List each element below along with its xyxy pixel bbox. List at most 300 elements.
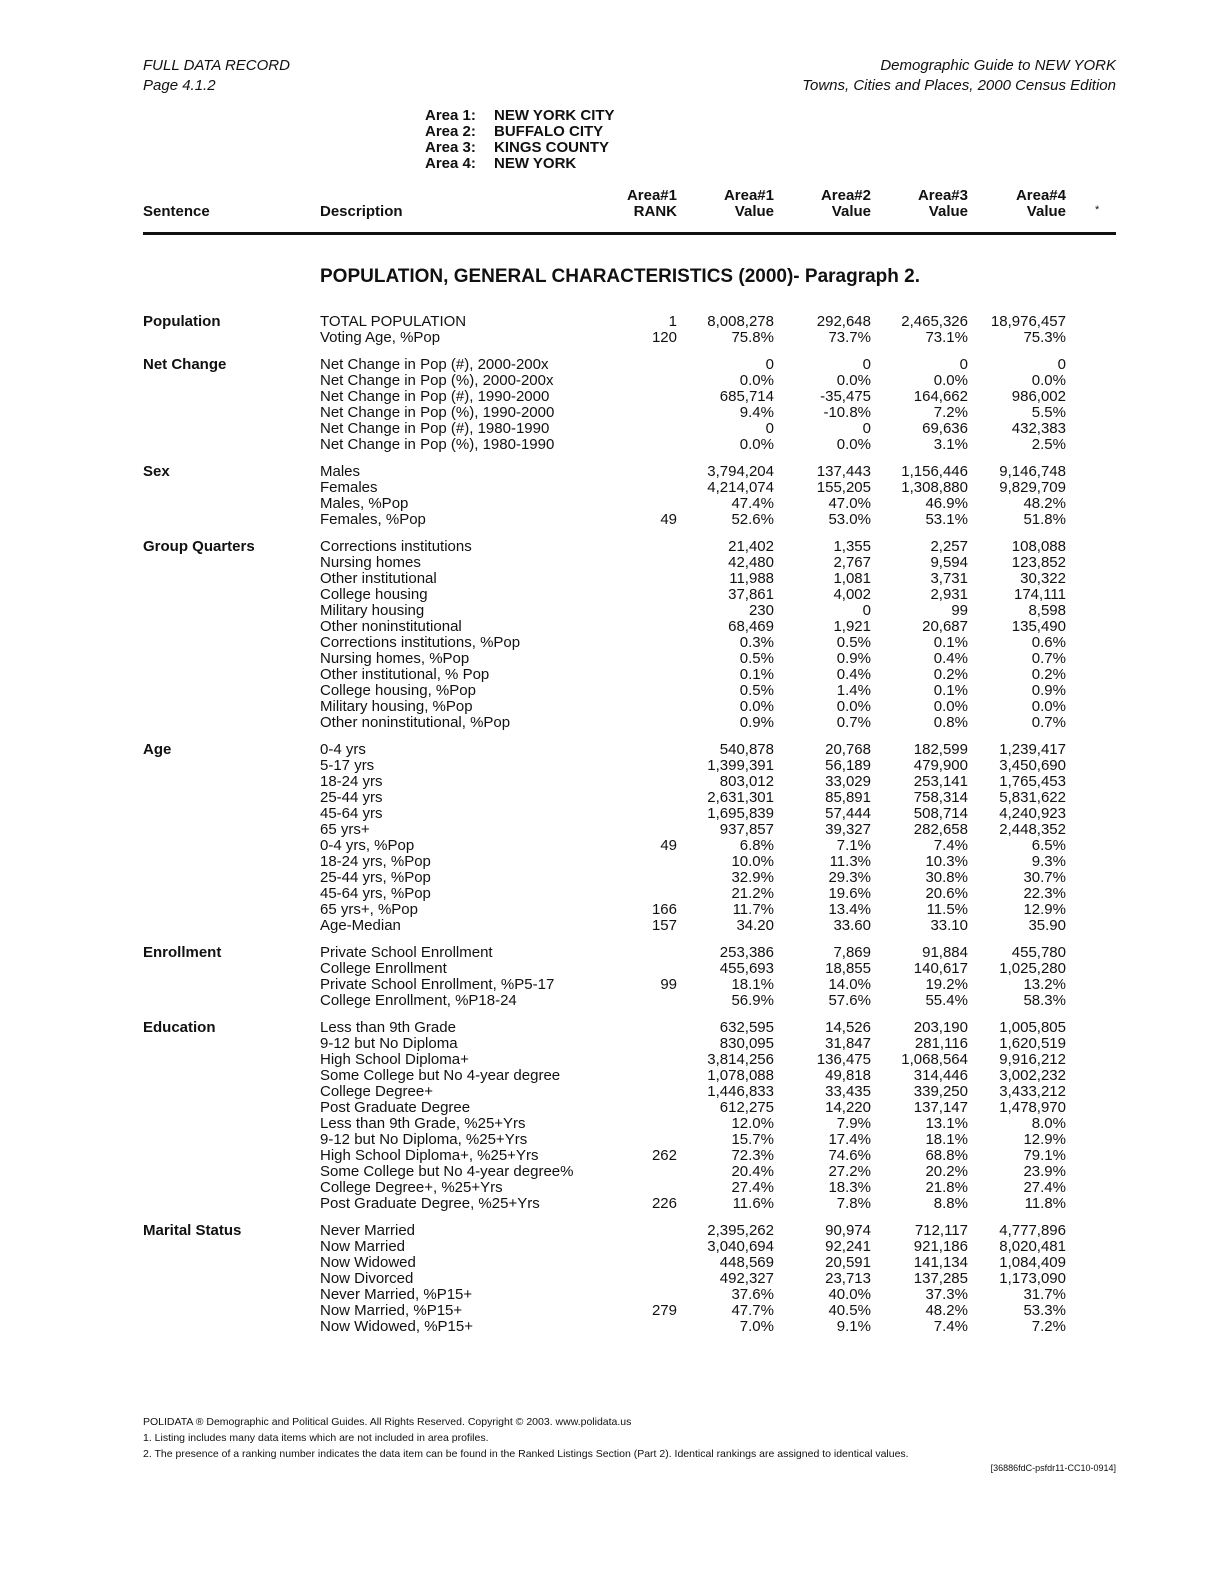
row-area3-value: 20,687 (922, 618, 968, 635)
row-description: Net Change in Pop (#), 2000-200x (320, 356, 549, 373)
row-area1-value: 2,395,262 (707, 1222, 774, 1239)
col-header-line: Value (734, 203, 774, 220)
row-area3-value: 55.4% (925, 992, 968, 1009)
row-area3-value: 182,599 (913, 741, 968, 758)
sentence-group (0, 539, 1224, 731)
row-area3-value: 164,662 (913, 388, 968, 405)
row-description: Net Change in Pop (%), 1980-1990 (320, 436, 555, 453)
row-description: Now Divorced (320, 1270, 414, 1287)
row-description: Less than 9th Grade, %25+Yrs (320, 1115, 526, 1132)
table-row (0, 603, 1224, 619)
row-area3-value: 3.1% (933, 436, 968, 453)
table-row (0, 790, 1224, 806)
row-description: 65 yrs+ (320, 821, 370, 838)
row-area2-value: 90,974 (825, 1222, 871, 1239)
row-area4-value: 0.7% (1031, 714, 1066, 731)
row-area1-value: 830,095 (719, 1035, 774, 1052)
row-description: Age-Median (320, 917, 401, 934)
row-area2-value: 14,526 (825, 1019, 871, 1036)
row-area2-value: 137,443 (816, 463, 871, 480)
guide-title: Demographic Guide to NEW YORK (880, 57, 1116, 74)
table-row (0, 619, 1224, 635)
area-row (425, 108, 615, 124)
row-area3-value: 281,116 (914, 1035, 968, 1052)
section-title: POPULATION, GENERAL CHARACTERISTICS (2000)- Paragraph 2. (320, 266, 921, 287)
record-type-label: FULL DATA RECORD (143, 57, 290, 74)
row-area2-value: 40.0% (828, 1286, 871, 1303)
row-area2-value: 17.4% (828, 1131, 871, 1148)
row-area2-value: 33.60 (833, 917, 871, 934)
header-rule (143, 232, 1116, 235)
row-area3-value: 141,134 (913, 1254, 968, 1271)
row-area3-value: 137,285 (913, 1270, 968, 1287)
area-row (425, 156, 615, 172)
row-area4-value: 1,084,409 (999, 1254, 1066, 1271)
table-row (0, 1239, 1224, 1255)
row-area3-value: 0.8% (933, 714, 968, 731)
row-area2-value: 0.7% (836, 714, 871, 731)
row-area1-value: 803,012 (719, 773, 774, 790)
row-area4-value: 8.0% (1031, 1115, 1066, 1132)
table-row (0, 496, 1224, 512)
row-area3-value: 0.0% (933, 698, 968, 715)
row-area4-value: 2.5% (1031, 436, 1066, 453)
row-description: 9-12 but No Diploma, %25+Yrs (320, 1131, 528, 1148)
col-header-area4-value (1016, 188, 1066, 220)
table-row (0, 1303, 1224, 1319)
row-description: Males (320, 463, 361, 480)
row-area2-value: 20,768 (825, 741, 871, 758)
row-rank: 226 (651, 1195, 677, 1212)
row-area2-value: 7.1% (836, 837, 871, 854)
row-area3-value: 48.2% (925, 1302, 968, 1319)
table-row (0, 555, 1224, 571)
row-area4-value: 0.0% (1031, 372, 1066, 389)
table-row (0, 357, 1224, 373)
row-area1-value: 1,399,391 (707, 757, 774, 774)
row-area4-value: 11.8% (1024, 1195, 1066, 1212)
area-row (425, 140, 615, 156)
row-area3-value: 2,465,326 (901, 313, 968, 330)
sentence-label: Age (143, 741, 172, 758)
row-area4-value: 1,765,453 (999, 773, 1066, 790)
row-area3-value: 2,931 (930, 586, 968, 603)
table-row (0, 758, 1224, 774)
row-area3-value: 99 (951, 602, 968, 619)
row-area2-value: -35,475 (820, 388, 871, 405)
sentence-label: Education (143, 1019, 216, 1036)
row-area3-value: 9,594 (930, 554, 968, 571)
row-area3-value: 30.8% (925, 869, 968, 886)
row-area1-value: 37.6% (731, 1286, 774, 1303)
row-area1-value: 448,569 (719, 1254, 774, 1271)
row-description: Net Change in Pop (%), 1990-2000 (320, 404, 555, 421)
table-row (0, 651, 1224, 667)
row-area4-value: 0.7% (1031, 650, 1066, 667)
row-area1-value: 9.4% (739, 404, 774, 421)
table-row (0, 587, 1224, 603)
row-description: Nursing homes, %Pop (320, 650, 470, 667)
row-area2-value: -10.8% (823, 404, 871, 421)
row-area4-value: 108,088 (1011, 538, 1066, 555)
table-row (0, 1180, 1224, 1196)
row-area1-value: 0.0% (739, 698, 774, 715)
row-description: Other noninstitutional (320, 618, 462, 635)
row-area1-value: 492,327 (719, 1270, 774, 1287)
row-area1-value: 3,814,256 (707, 1051, 774, 1068)
row-area2-value: 11.3% (829, 853, 871, 870)
table-row (0, 464, 1224, 480)
row-area3-value: 0.0% (933, 372, 968, 389)
row-area1-value: 0.9% (739, 714, 774, 731)
row-area3-value: 18.1% (925, 1131, 968, 1148)
row-area1-value: 6.8% (739, 837, 774, 854)
table-row (0, 571, 1224, 587)
row-area2-value: 1.4% (836, 682, 871, 699)
row-description: 0-4 yrs, %Pop (320, 837, 415, 854)
row-area1-value: 0.5% (739, 650, 774, 667)
col-header-line: Area#2 (820, 187, 871, 204)
row-area3-value: 19.2% (925, 976, 968, 993)
row-area1-value: 15.7% (731, 1131, 774, 1148)
row-area2-value: 29.3% (828, 869, 871, 886)
page-header-right (802, 56, 1116, 96)
table-row (0, 854, 1224, 870)
row-rank: 262 (651, 1147, 677, 1164)
row-area4-value: 1,239,417 (999, 741, 1066, 758)
row-description: Military housing, %Pop (320, 698, 473, 715)
row-area2-value: 0.0% (836, 436, 871, 453)
table-row (0, 1036, 1224, 1052)
row-area4-value: 135,490 (1011, 618, 1066, 635)
row-description: High School Diploma+, %25+Yrs (320, 1147, 539, 1164)
table-row (0, 1052, 1224, 1068)
row-area4-value: 3,450,690 (999, 757, 1066, 774)
row-area2-value: 39,327 (825, 821, 871, 838)
row-area3-value: 758,314 (913, 789, 968, 806)
row-area4-value: 4,777,896 (999, 1222, 1066, 1239)
row-description: Military housing (320, 602, 425, 619)
row-description: Nursing homes (320, 554, 421, 571)
row-area4-value: 1,173,090 (999, 1270, 1066, 1287)
row-area4-value: 23.9% (1023, 1163, 1066, 1180)
table-row (0, 870, 1224, 886)
row-area2-value: 0 (862, 602, 871, 619)
row-description: Voting Age, %Pop (320, 329, 441, 346)
row-area4-value: 0.9% (1031, 682, 1066, 699)
row-description: Females (320, 479, 378, 496)
row-area4-value: 53.3% (1023, 1302, 1066, 1319)
row-area4-value: 75.3% (1023, 329, 1066, 346)
row-area1-value: 540,878 (719, 741, 774, 758)
row-description: Private School Enrollment (320, 944, 493, 961)
col-header-line: Value (928, 203, 968, 220)
row-area2-value: 57,444 (825, 805, 871, 822)
col-header-area1-value (724, 188, 774, 220)
row-area2-value: 1,355 (833, 538, 871, 555)
row-area1-value: 0.0% (739, 436, 774, 453)
row-area4-value: 5,831,622 (999, 789, 1066, 806)
col-header-description: Description (320, 203, 403, 220)
row-area4-value: 1,005,805 (999, 1019, 1066, 1036)
table-row (0, 1148, 1224, 1164)
row-description: Never Married, %P15+ (320, 1286, 473, 1303)
row-area1-value: 47.4% (731, 495, 774, 512)
sentence-label: Net Change (143, 356, 227, 373)
row-area3-value: 91,884 (922, 944, 968, 961)
row-area1-value: 0.0% (739, 372, 774, 389)
row-area3-value: 1,068,564 (901, 1051, 968, 1068)
table-row (0, 480, 1224, 496)
table-row (0, 822, 1224, 838)
row-area2-value: 85,891 (825, 789, 871, 806)
row-description: 25-44 yrs (320, 789, 383, 806)
row-area4-value: 9,916,212 (999, 1051, 1066, 1068)
row-area2-value: 13.4% (828, 901, 871, 918)
row-area1-value: 21.2% (731, 885, 774, 902)
row-area1-value: 632,595 (719, 1019, 774, 1036)
table-row (0, 918, 1224, 934)
sentence-group (0, 945, 1224, 1009)
area-name: BUFFALO CITY (494, 123, 604, 140)
row-description: 0-4 yrs (320, 741, 366, 758)
row-description: Now Married, %P15+ (320, 1302, 463, 1319)
sentence-group (0, 464, 1224, 528)
table-row (0, 1116, 1224, 1132)
row-area3-value: 0.1% (933, 682, 968, 699)
table-row (0, 667, 1224, 683)
row-description: 45-64 yrs (320, 805, 383, 822)
table-row (0, 1255, 1224, 1271)
row-description: TOTAL POPULATION (320, 313, 467, 330)
row-area2-value: 136,475 (816, 1051, 871, 1068)
row-area4-value: 79.1% (1023, 1147, 1066, 1164)
sentence-group (0, 357, 1224, 453)
row-area3-value: 203,190 (913, 1019, 968, 1036)
sentence-group (0, 1223, 1224, 1335)
row-area4-value: 123,852 (1011, 554, 1066, 571)
row-area1-value: 20.4% (731, 1163, 774, 1180)
row-description: Males, %Pop (320, 495, 409, 512)
row-area4-value: 12.9% (1023, 1131, 1066, 1148)
table-row (0, 314, 1224, 330)
row-area4-value: 0.2% (1031, 666, 1066, 683)
row-area2-value: 1,921 (833, 618, 871, 635)
row-area4-value: 12.9% (1023, 901, 1066, 918)
table-row (0, 977, 1224, 993)
table-row (0, 405, 1224, 421)
table-row (0, 961, 1224, 977)
col-header-sentence: Sentence (143, 203, 210, 220)
row-description: 18-24 yrs (320, 773, 383, 790)
row-area4-value: 30.7% (1023, 869, 1066, 886)
row-area1-value: 0.3% (739, 634, 774, 651)
row-area3-value: 11.5% (926, 901, 968, 918)
row-area1-value: 3,040,694 (707, 1238, 774, 1255)
area-name: NEW YORK CITY (494, 107, 615, 124)
table-row (0, 699, 1224, 715)
row-area4-value: 35.90 (1028, 917, 1066, 934)
row-description: Some College but No 4-year degree% (320, 1163, 574, 1180)
row-area1-value: 11,988 (729, 570, 774, 587)
row-area3-value: 33.10 (930, 917, 968, 934)
guide-subtitle: Towns, Cities and Places, 2000 Census Edition (802, 77, 1116, 94)
row-area3-value: 1,156,446 (901, 463, 968, 480)
row-area2-value: 0 (862, 420, 871, 437)
area-name: NEW YORK (494, 155, 577, 172)
row-area1-value: 42,480 (728, 554, 774, 571)
row-rank: 157 (651, 917, 677, 934)
row-description: 25-44 yrs, %Pop (320, 869, 431, 886)
row-area4-value: 9,146,748 (999, 463, 1066, 480)
row-area3-value: 712,117 (914, 1222, 968, 1239)
col-header-star: * (1095, 204, 1100, 216)
area-label: Area 2: (425, 123, 476, 140)
row-description: High School Diploma+ (320, 1051, 469, 1068)
row-area3-value: 921,186 (913, 1238, 968, 1255)
row-area1-value: 56.9% (731, 992, 774, 1009)
sentence-label: Population (143, 313, 221, 330)
row-area1-value: 52.6% (731, 511, 774, 528)
row-description: 45-64 yrs, %Pop (320, 885, 431, 902)
row-area4-value: 3,002,232 (999, 1067, 1066, 1084)
row-area4-value: 455,780 (1011, 944, 1066, 961)
page-number: Page 4.1.2 (143, 77, 216, 94)
row-rank: 120 (651, 329, 677, 346)
table-row (0, 715, 1224, 731)
row-area3-value: 7.2% (933, 404, 968, 421)
row-area2-value: 7.9% (836, 1115, 871, 1132)
row-area1-value: 7.0% (739, 1318, 774, 1335)
sentence-label: Enrollment (143, 944, 222, 961)
table-row (0, 437, 1224, 453)
row-area2-value: 18,855 (825, 960, 871, 977)
table-row (0, 1319, 1224, 1335)
footnote-1: 1. Listing includes many data items which are not included in area profiles. (143, 1432, 489, 1444)
row-area1-value: 0.5% (739, 682, 774, 699)
table-row (0, 373, 1224, 389)
row-description: Some College but No 4-year degree (320, 1067, 561, 1084)
table-row (0, 1271, 1224, 1287)
row-rank: 49 (660, 837, 677, 854)
row-area1-value: 4,214,074 (707, 479, 774, 496)
row-description: Less than 9th Grade (320, 1019, 456, 1036)
area-label: Area 4: (425, 155, 476, 172)
row-area1-value: 2,631,301 (707, 789, 774, 806)
row-area3-value: 0 (959, 356, 968, 373)
row-area2-value: 31,847 (825, 1035, 871, 1052)
area-name: KINGS COUNTY (494, 139, 610, 156)
row-area1-value: 11.7% (732, 901, 774, 918)
sentence-label: Sex (143, 463, 170, 480)
col-header-line: Value (831, 203, 871, 220)
table-row (0, 539, 1224, 555)
row-area2-value: 4,002 (833, 586, 871, 603)
row-area2-value: 33,435 (825, 1083, 871, 1100)
table-row (0, 1020, 1224, 1036)
table-row (0, 945, 1224, 961)
row-area1-value: 0 (765, 356, 774, 373)
row-area4-value: 4,240,923 (999, 805, 1066, 822)
row-area2-value: 0.4% (836, 666, 871, 683)
table-row (0, 774, 1224, 790)
table-row (0, 993, 1224, 1009)
row-area4-value: 58.3% (1023, 992, 1066, 1009)
row-area2-value: 7.8% (836, 1195, 871, 1212)
row-area2-value: 2,767 (833, 554, 871, 571)
row-area2-value: 19.6% (828, 885, 871, 902)
table-row (0, 838, 1224, 854)
row-area2-value: 9.1% (836, 1318, 871, 1335)
row-description: Post Graduate Degree (320, 1099, 471, 1116)
row-area4-value: 2,448,352 (999, 821, 1066, 838)
table-row (0, 806, 1224, 822)
table-row (0, 1100, 1224, 1116)
row-area3-value: 1,308,880 (901, 479, 968, 496)
row-area2-value: 155,205 (816, 479, 871, 496)
row-area2-value: 0.0% (836, 698, 871, 715)
table-row (0, 389, 1224, 405)
row-description: Other institutional, % Pop (320, 666, 490, 683)
row-description: 9-12 but No Diploma (320, 1035, 458, 1052)
row-area2-value: 53.0% (828, 511, 871, 528)
sentence-group (0, 1020, 1224, 1212)
row-area4-value: 9,829,709 (999, 479, 1066, 496)
row-area3-value: 137,147 (913, 1099, 968, 1116)
row-area1-value: 34.20 (736, 917, 774, 934)
row-area4-value: 0 (1057, 356, 1066, 373)
row-area1-value: 685,714 (719, 388, 774, 405)
row-rank: 279 (651, 1302, 677, 1319)
page-header-left (143, 56, 290, 96)
row-area3-value: 282,658 (913, 821, 968, 838)
row-area3-value: 7.4% (933, 837, 968, 854)
row-area3-value: 479,900 (913, 757, 968, 774)
row-rank: 166 (651, 901, 677, 918)
row-area1-value: 3,794,204 (707, 463, 774, 480)
row-area4-value: 31.7% (1023, 1286, 1066, 1303)
row-area1-value: 8,008,278 (707, 313, 774, 330)
row-description: College housing, %Pop (320, 682, 476, 699)
row-area2-value: 0.0% (836, 372, 871, 389)
row-area4-value: 51.8% (1023, 511, 1066, 528)
row-area2-value: 20,591 (825, 1254, 871, 1271)
table-row (0, 1223, 1224, 1239)
table-row (0, 330, 1224, 346)
row-area4-value: 22.3% (1023, 885, 1066, 902)
table-row (0, 1132, 1224, 1148)
row-area2-value: 292,648 (816, 313, 871, 330)
row-area4-value: 7.2% (1031, 1318, 1066, 1335)
row-area4-value: 1,025,280 (999, 960, 1066, 977)
row-area3-value: 21.8% (925, 1179, 968, 1196)
row-area3-value: 314,446 (913, 1067, 968, 1084)
row-area2-value: 74.6% (828, 1147, 871, 1164)
table-row (0, 886, 1224, 902)
row-area3-value: 69,636 (922, 420, 968, 437)
row-area2-value: 0.5% (836, 634, 871, 651)
row-area1-value: 1,078,088 (707, 1067, 774, 1084)
row-area1-value: 72.3% (731, 1147, 774, 1164)
col-header-line: Area#1 (723, 187, 774, 204)
row-area2-value: 73.7% (828, 329, 871, 346)
row-area4-value: 986,002 (1011, 388, 1066, 405)
row-area1-value: 230 (748, 602, 774, 619)
row-area3-value: 68.8% (925, 1147, 968, 1164)
row-area3-value: 7.4% (933, 1318, 968, 1335)
row-area4-value: 432,383 (1011, 420, 1066, 437)
row-area2-value: 14.0% (828, 976, 871, 993)
